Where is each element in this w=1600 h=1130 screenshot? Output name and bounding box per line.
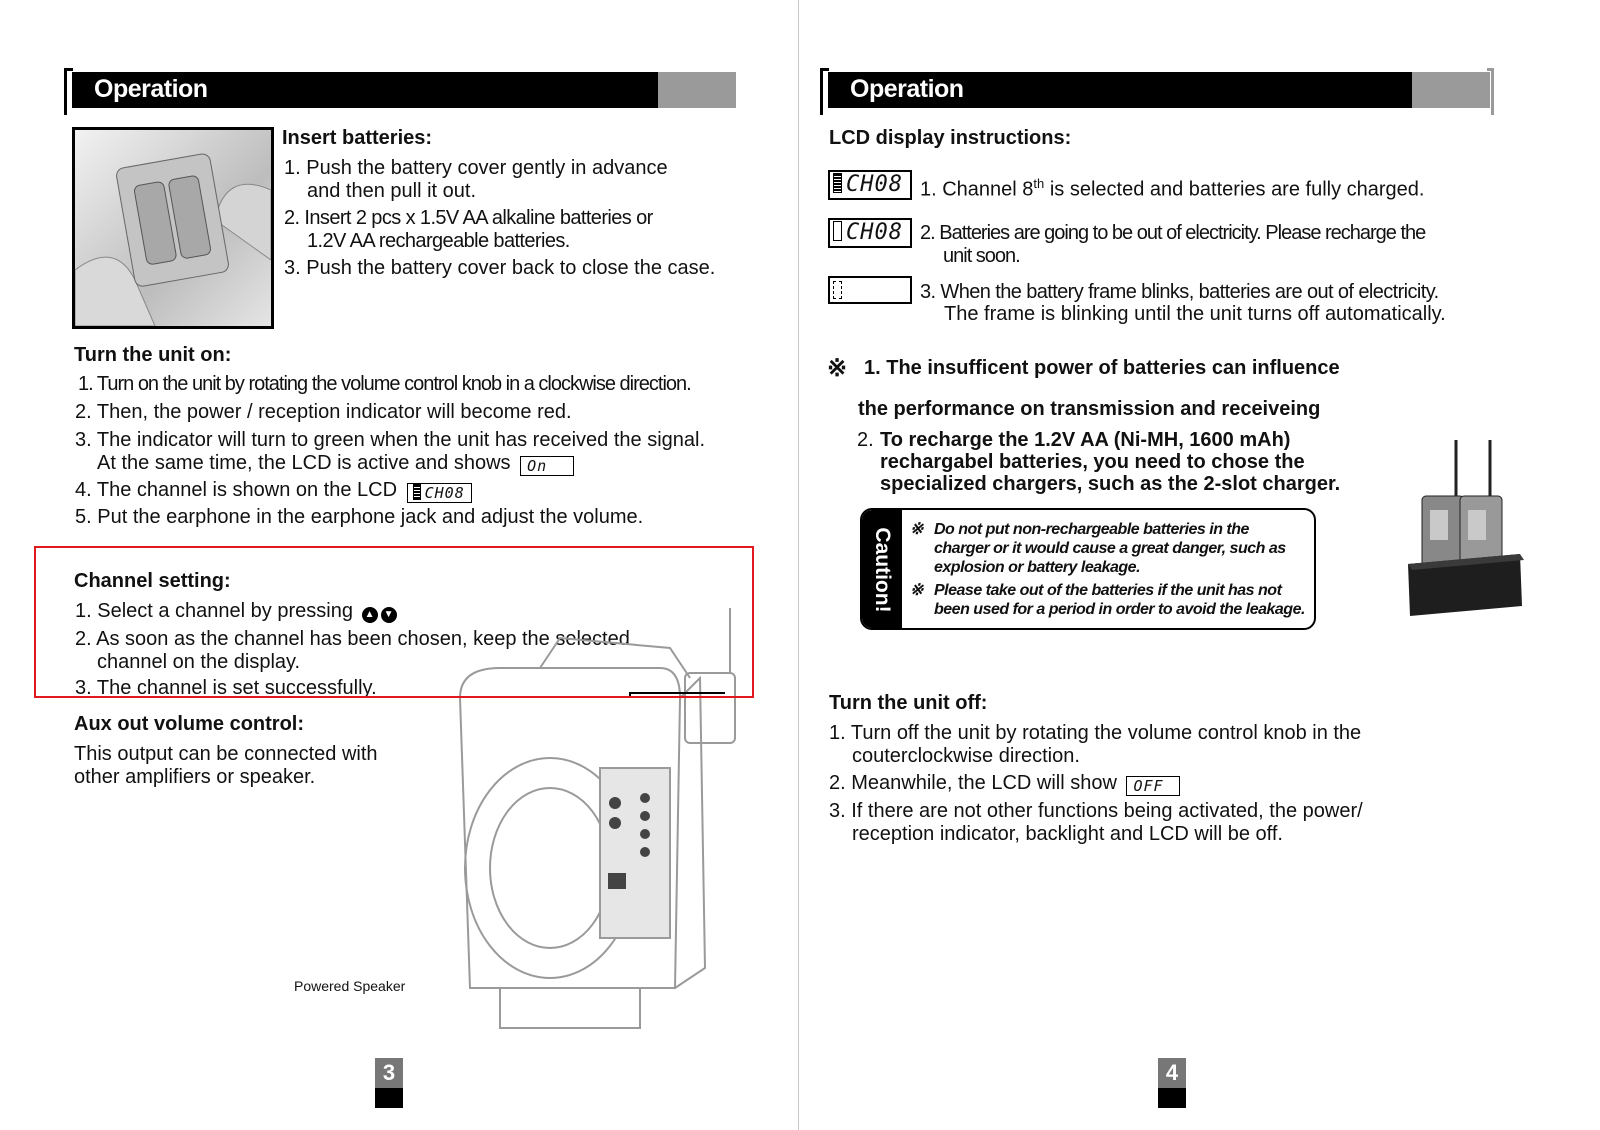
- caution-item-1-cont-1: charger or it would cause a great danger, such as: [934, 540, 1286, 557]
- caution-label: Caution!: [871, 527, 894, 613]
- page-number-box: [1158, 1058, 1186, 1108]
- turn-off-title: Turn the unit off:: [829, 692, 988, 714]
- note-mark: ※: [827, 355, 848, 382]
- turn-off-item-2: 2. Meanwhile, the LCD will show OFF: [829, 772, 1180, 796]
- aux-line-1: This output can be connected with: [74, 743, 378, 765]
- lcd-item-1: 1. Channel 8th is selected and batteries are fully charged.: [920, 176, 1425, 201]
- lcd-low-battery: CH08: [828, 218, 912, 248]
- aux-out-title: Aux out volume control:: [74, 713, 304, 735]
- page-number: 4: [1158, 1058, 1186, 1088]
- lcd-full-battery: CH08: [828, 170, 912, 200]
- note-2-cont-1: rechargabel batteries, you need to chose the: [880, 451, 1305, 473]
- turn-on-item-1: 1. Turn on the unit by rotating the volume control knob in a clockwise direction.: [78, 373, 691, 395]
- caution-item-1-cont-2: explosion or battery leakage.: [934, 559, 1141, 576]
- turn-on-item-4: 4. The channel is shown on the LCD CH08: [75, 479, 472, 503]
- battery-low-icon: [833, 221, 842, 241]
- note-2-number: 2.: [857, 429, 874, 451]
- caution-item-1: Do not put non-rechargeable batteries in the: [934, 521, 1249, 538]
- insert-item-2-cont: 1.2V AA rechargeable batteries.: [307, 230, 570, 252]
- aux-line-2: other amplifiers or speaker.: [74, 766, 316, 788]
- battery-blink-icon: [833, 281, 842, 299]
- battery-full-icon: [413, 484, 421, 500]
- section-header: [820, 68, 1490, 106]
- header-title: Operation: [850, 75, 964, 103]
- lcd-on-indicator: On: [520, 456, 574, 476]
- insert-item-1: 1. Push the battery cover gently in advance: [284, 157, 668, 179]
- turn-off-item-1: 1. Turn off the unit by rotating the volume control knob in the: [829, 722, 1362, 744]
- lcd-channel-indicator: CH08: [407, 483, 472, 503]
- charger-image: [1404, 436, 1530, 622]
- caution-item-2-cont: been used for a period in order to avoid the leakage.: [934, 601, 1305, 618]
- page-number-box: [375, 1058, 403, 1108]
- turn-on-title: Turn the unit on:: [74, 344, 232, 366]
- note-2-cont-2: specialized chargers, such as the 2-slot charger.: [880, 473, 1341, 495]
- insert-batteries-title: Insert batteries:: [282, 127, 433, 149]
- caution-item-2: Please take out of the batteries if the unit has not: [934, 582, 1282, 599]
- channel-item-3: 3. The channel is set successfully.: [75, 677, 377, 699]
- caution-mark-2: ※: [910, 582, 923, 599]
- insert-item-2: 2. Insert 2 pcs x 1.5V AA alkaline batteries or: [284, 207, 653, 229]
- note-2: To recharge the 1.2V AA (Ni-MH, 1600 mAh): [880, 429, 1291, 451]
- speaker-caption: Powered Speaker: [294, 978, 406, 994]
- insert-item-3: 3. Push the battery cover back to close the case.: [284, 257, 716, 279]
- channel-item-2: 2. As soon as the channel has been chosen, keep the selected: [75, 628, 630, 650]
- caution-box: [860, 508, 1316, 630]
- lcd-instructions-title: LCD display instructions:: [829, 127, 1072, 149]
- lcd-item-3-cont: The frame is blinking until the unit turns off automatically.: [944, 303, 1446, 325]
- header-title: Operation: [94, 75, 208, 103]
- down-arrow-icon: ▼: [381, 607, 397, 623]
- lcd-item-2-cont: unit soon.: [943, 245, 1020, 267]
- turn-on-item-2: 2. Then, the power / reception indicator will become red.: [75, 401, 572, 423]
- caution-mark-1: ※: [910, 521, 923, 538]
- turn-on-item-3: 3. The indicator will turn to green when the unit has received the signal.: [75, 429, 705, 451]
- channel-item-1: 1. Select a channel by pressing ▲ ▼: [75, 600, 397, 623]
- channel-setting-title: Channel setting:: [74, 570, 231, 592]
- highlight-box: [34, 546, 754, 698]
- section-header: [64, 68, 736, 106]
- page-4: [800, 0, 1600, 1130]
- turn-off-item-1-cont: couterclockwise direction.: [852, 745, 1080, 767]
- up-arrow-icon: ▲: [362, 607, 378, 623]
- battery-photo: [72, 127, 274, 329]
- turn-on-item-5: 5. Put the earphone in the earphone jack and adjust the volume.: [75, 506, 644, 528]
- turn-off-item-3: 3. If there are not other functions being activated, the power/: [829, 800, 1363, 822]
- note-1: 1. The insufficent power of batteries can influence: [864, 357, 1340, 379]
- insert-item-1-cont: and then pull it out.: [307, 180, 477, 202]
- turn-on-item-3-cont: At the same time, the LCD is active and shows On: [97, 452, 574, 476]
- hands-battery-icon: [75, 130, 271, 326]
- page-number: 3: [375, 1058, 403, 1088]
- lcd-off-indicator: OFF: [1126, 776, 1180, 796]
- channel-item-2-cont: channel on the display.: [97, 651, 301, 673]
- battery-full-icon: [833, 173, 842, 193]
- lcd-item-2: 2. Batteries are going to be out of electricity. Please recharge the: [920, 222, 1426, 244]
- lcd-blinking-battery: [828, 276, 912, 304]
- lcd-item-3: 3. When the battery frame blinks, batteries are out of electricity.: [920, 281, 1439, 303]
- turn-off-item-3-cont: reception indicator, backlight and LCD will be off.: [852, 823, 1283, 845]
- note-1-cont: the performance on transmission and receiveing: [858, 398, 1321, 420]
